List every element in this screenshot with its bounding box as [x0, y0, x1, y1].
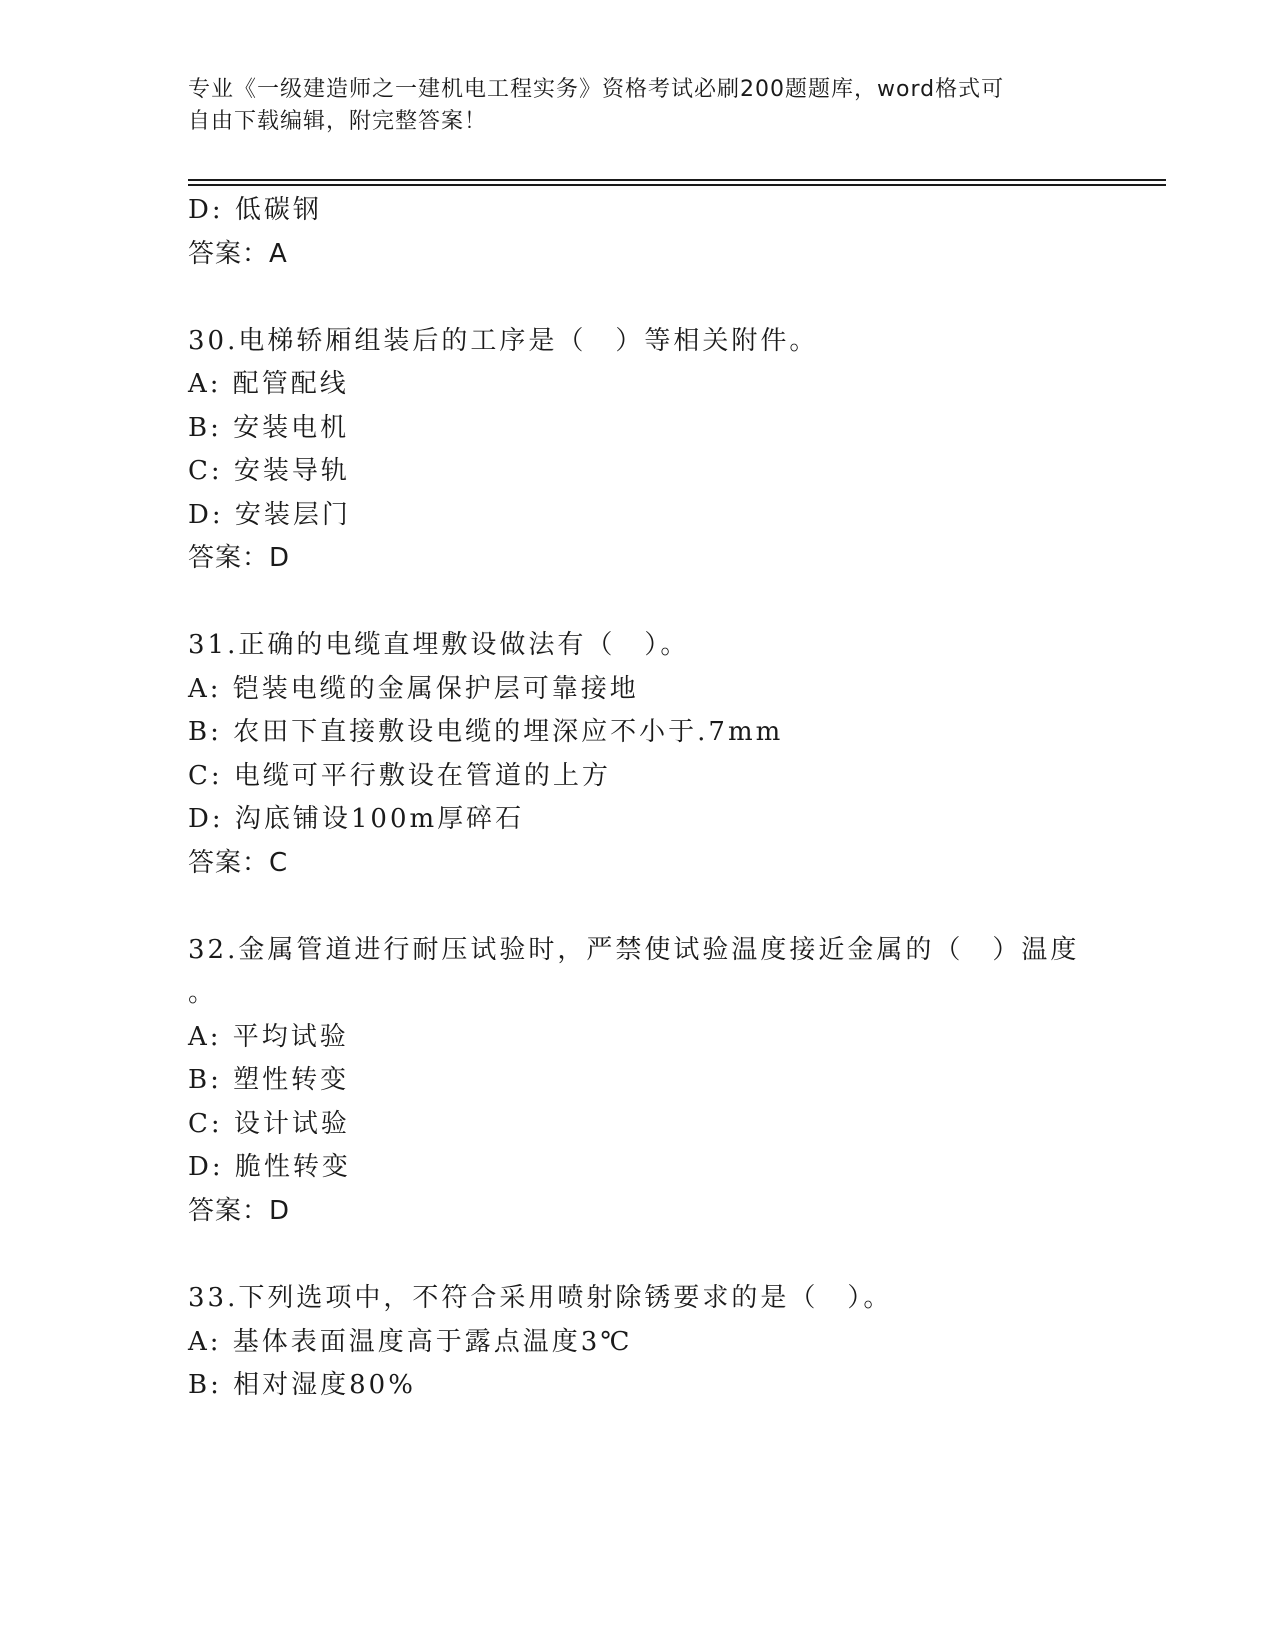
question-31-option-c: C: 电缆可平行敷设在管道的上方	[188, 761, 611, 791]
question-30-answer: 答案：D	[188, 543, 291, 573]
question-31-stem: 31.正确的电缆直埋敷设做法有（ ）。	[188, 630, 690, 660]
question-30-option-c: C: 安装导轨	[188, 456, 350, 486]
question-30-option-b: B: 安装电机	[188, 413, 350, 443]
question-31-answer: 答案：C	[188, 848, 289, 878]
question-31-option-b: B: 农田下直接敷设电缆的埋深应不小于.7mm	[188, 717, 784, 747]
question-33-option-b: B: 相对湿度80%	[188, 1370, 416, 1400]
option-d: D: 低碳钢	[188, 195, 322, 225]
document-header	[188, 74, 1068, 138]
header-divider-top	[188, 179, 1166, 181]
header-line-2: 自由下载编辑，附完整答案！	[188, 109, 488, 134]
question-32-stem-continued: 。	[188, 978, 218, 1008]
question-33-stem: 33.下列选项中，不符合采用喷射除锈要求的是（ ）。	[188, 1283, 893, 1313]
header-divider-bottom	[188, 184, 1166, 186]
question-30-option-a: A: 配管配线	[188, 369, 349, 399]
question-33-option-a: A: 基体表面温度高于露点温度3℃	[188, 1327, 633, 1357]
question-32-option-b: B: 塑性转变	[188, 1065, 350, 1095]
question-32-option-d: D: 脆性转变	[188, 1152, 351, 1182]
question-31-option-a: A: 铠装电缆的金属保护层可靠接地	[188, 674, 639, 704]
question-32-option-a: A: 平均试验	[188, 1022, 349, 1052]
question-32-answer: 答案：D	[188, 1196, 291, 1226]
question-32-option-c: C: 设计试验	[188, 1109, 350, 1139]
answer-line: 答案：A	[188, 239, 288, 269]
header-line-1: 专业《一级建造师之一建机电工程实务》资格考试必刷200题题库，word格式可	[188, 77, 1005, 102]
question-30-option-d: D: 安装层门	[188, 500, 351, 530]
question-32-stem: 32.金属管道进行耐压试验时，严禁使试验温度接近金属的（ ）温度	[188, 935, 1080, 965]
question-31-option-d: D: 沟底铺设100m厚碎石	[188, 804, 525, 834]
question-30-stem: 30.电梯轿厢组装后的工序是（ ）等相关附件。	[188, 326, 819, 356]
